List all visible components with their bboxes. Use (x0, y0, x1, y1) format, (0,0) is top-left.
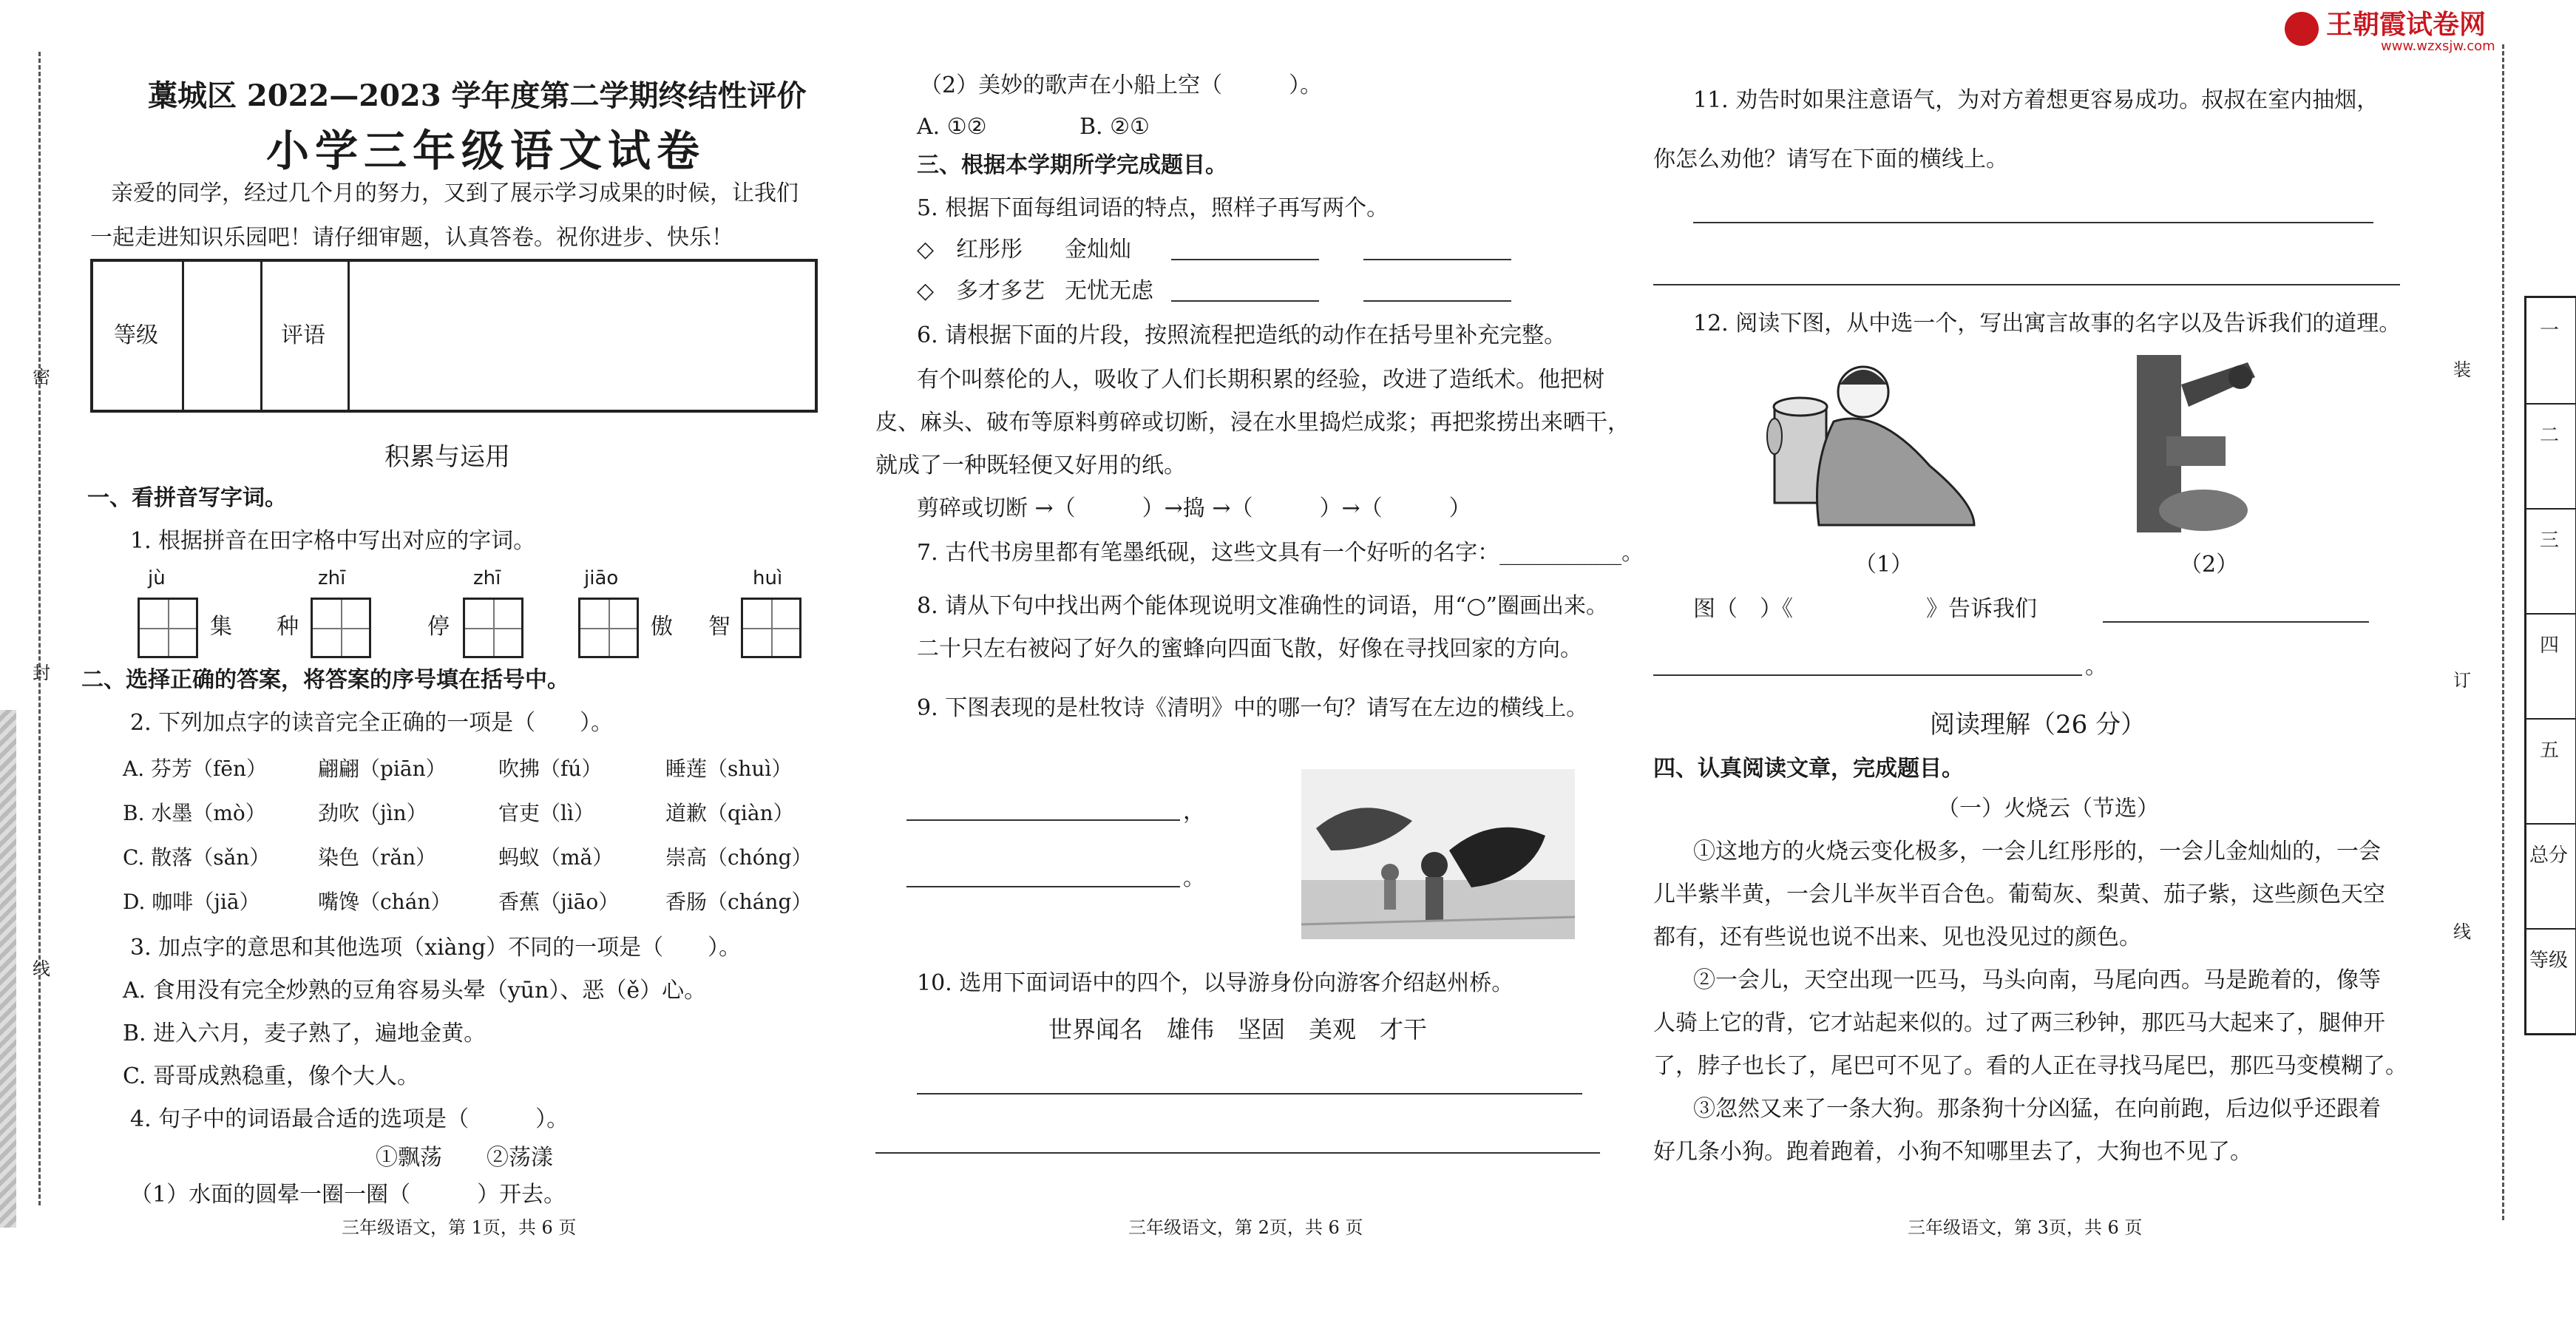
logo-brand-name: 王朝霞试卷网 (2326, 10, 2487, 40)
passage6-line2: 皮、麻头、破布等原料剪碎或切断，浸在水里捣烂成浆；再把浆捞出来晒干， (875, 410, 1630, 436)
page-2 (858, 0, 1644, 1323)
passage-p1-line1: ①这地方的火烧云变化极多，一会儿红彤彤的，一会儿金灿灿的，一会 (1693, 839, 2381, 864)
q2-row-c-1: C. 散落（sǎn） (123, 845, 271, 870)
given-char-3: 停 (427, 614, 450, 640)
fable-image-1-label: （1） (1854, 552, 1914, 578)
q2-heading: 二、选择正确的答案，将答案的序号填在括号中。 (81, 667, 569, 693)
q12-blank2[interactable] (1653, 674, 2082, 676)
q5: 5. 根据下面每组词语的特点，照样子再写两个。 (917, 195, 1389, 221)
q10: 10. 选用下面词语中的四个，以导游身份向游客介绍赵州桥。 (917, 970, 1514, 996)
passage-title: （一）火烧云（节选） (1937, 796, 2159, 822)
q11-line1: 11. 劝告时如果注意语气，为对方着想更容易成功。叔叔在室内抽烟， (1693, 87, 2379, 113)
q5-row1-blank2[interactable] (1363, 259, 1511, 260)
q5-row2-blank2[interactable] (1363, 300, 1511, 302)
q2-row-b-1: B. 水墨（mò） (123, 801, 266, 825)
passage-p2-line1: ②一会儿，天空出现一匹马，马头向南，马尾向西。马是跪着的，像等 (1693, 967, 2381, 993)
q3-option-a: A. 食用没有完全炒熟的豆角容易头晕（yūn）、恶（ě）心。 (123, 978, 707, 1004)
q4-options: ①飘荡 ②荡漾 (376, 1145, 553, 1171)
q9: 9. 下图表现的是杜牧诗《清明》中的哪一句？请写在左边的横线上。 (917, 695, 1589, 721)
q-heading-4: 四、认真阅读文章，完成题目。 (1653, 756, 1964, 782)
passage6-line3: 就成了一种既轻便又好用的纸。 (875, 453, 1186, 478)
q4-option-a: A. ①② (917, 114, 987, 140)
given-char-1: 集 (210, 614, 232, 640)
q10-blank2[interactable] (875, 1152, 1600, 1154)
q3: 3. 加点字的意思和其他选项（xiàng）不同的一项是（ ）。 (130, 935, 742, 961)
passage-p3-line2: 好几条小狗。跑着跑着，小狗不知哪里去了，大狗也不见了。 (1653, 1139, 2252, 1165)
pinyin-3: zhī (473, 567, 501, 589)
q10-words: 世界闻名 雄伟 坚固 美观 才干 (1048, 1015, 1428, 1043)
passage-p1-line3: 都有，还有些说也说不出来、见也没见过的颜色。 (1653, 924, 2141, 950)
q9-comma: ， (1183, 799, 1205, 825)
exam-title-line2: 小学三年级语文试卷 (266, 126, 706, 176)
q9-blank2[interactable] (906, 886, 1180, 887)
q6-flow: 剪碎或切断 →（ ）→捣 →（ ）→（ ） (917, 495, 1471, 521)
q1-1: 1. 根据拼音在田字格中写出对应的字词。 (130, 528, 536, 554)
pinyin-1: jù (148, 567, 166, 589)
given-char-2: 种 (277, 614, 299, 640)
side-table-4: 四 (2540, 635, 2560, 657)
pinyin-2: zhī (318, 567, 346, 589)
q5-row1-example: 金灿灿 (1065, 237, 1131, 263)
binding-label-xian-right: 线 (2453, 921, 2471, 942)
q2-row-c-4: 崇高（chóng） (665, 845, 813, 870)
given-char-5: 智 (708, 614, 731, 640)
q11-blank2[interactable] (1653, 284, 2400, 285)
intro-line1: 亲爱的同学，经过几个月的努力，又到了展示学习成果的时候，让我们 (111, 180, 799, 206)
q2-row-c-2: 染色（rǎn） (318, 845, 437, 870)
fable-image-1 (1752, 355, 1996, 540)
passage-p2-line3: 了，脖子也长了，尾巴可不见了。看的人正在寻找马尾巴，那匹马变模糊了。 (1653, 1053, 2407, 1079)
q2-row-a-1: A. 芬芳（fēn） (123, 757, 267, 781)
tian-grid-box[interactable] (578, 598, 639, 658)
q10-blank1[interactable] (917, 1093, 1582, 1094)
q12: 12. 阅读下图，从中选一个，写出寓言故事的名字以及告诉我们的道理。 (1693, 311, 2402, 336)
q2-row-a-2: 翩翩（piān） (318, 757, 447, 781)
passage-p2-line2: 人骑上它的背，它才站起来似的。过了两三秒钟，那匹马大起来了，腿伸开 (1653, 1010, 2385, 1036)
q4-option-b: B. ②① (1079, 114, 1150, 140)
page2-footer: 三年级语文，第 2页，共 6 页 (1128, 1217, 1363, 1238)
passage-p3-line1: ③忽然又来了一条大狗。那条狗十分凶猛，在向前跑，后边似乎还跟着 (1693, 1096, 2381, 1122)
q6: 6. 请根据下面的片段，按照流程把造纸的动作在括号里补充完整。 (917, 322, 1567, 348)
q4-2: （2）美妙的歌声在小船上空（ ）。 (920, 72, 1323, 98)
qingming-illustration (1301, 769, 1575, 939)
q1-heading: 一、看拼音写字词。 (87, 485, 287, 511)
q9-blank1[interactable] (906, 819, 1180, 821)
q2-row-d-2: 嘴馋（chán） (318, 890, 452, 914)
q2-row-a-4: 睡莲（shuì） (665, 757, 793, 781)
q5-row2-blank1[interactable] (1171, 300, 1319, 302)
tian-grid-box[interactable] (138, 598, 198, 658)
right-binding-dashed-line (2502, 44, 2504, 1220)
q2-row-d-3: 香蕉（jiāo） (498, 890, 620, 914)
side-table-2: 二 (2540, 424, 2560, 447)
logo-url: www.wzxsjw.com (2381, 38, 2495, 54)
q2-row-b-3: 官吏（lì） (498, 801, 594, 825)
page-1 (0, 0, 858, 1323)
q5-row1-label: ◇ 红彤彤 (917, 237, 1023, 263)
tian-grid-box[interactable] (311, 598, 371, 658)
q7: 7. 古代书房里都有笔墨纸砚，这些文具有一个好听的名字：___________。 (917, 540, 1644, 566)
q5-row2-label: ◇ 多才多艺 (917, 278, 1045, 304)
side-table-5: 五 (2540, 740, 2560, 762)
q4: 4. 句子中的词语最合适的选项是（ ）。 (130, 1106, 569, 1132)
q2-row-b-4: 道歉（qiàn） (665, 801, 794, 825)
section-title-accumulation: 积累与运用 (384, 442, 510, 472)
q2-row-d-1: D. 咖啡（jiā） (123, 890, 260, 914)
reading-section-title: 阅读理解（26 分） (1930, 710, 2146, 740)
fable-image-2 (2115, 348, 2285, 540)
q5-row1-blank1[interactable] (1171, 259, 1319, 260)
q8: 8. 请从下句中找出两个能体现说明文准确性的词语，用“○”圈画出来。 (917, 593, 1609, 619)
q3-option-b: B. 进入六月，麦子熟了，遍地金黄。 (123, 1021, 487, 1046)
intro-line2: 一起走进知识乐园吧！请仔细审题，认真答卷。祝你进步、快乐！ (90, 225, 733, 251)
side-table-1: 一 (2540, 319, 2560, 342)
binding-label-ding: 订 (2453, 670, 2471, 691)
exam-title-line1: 藁城区 2022—2023 学年度第二学期终结性评价 (148, 78, 807, 113)
page3-footer: 三年级语文，第 3页，共 6 页 (1908, 1217, 2143, 1238)
fable-image-2-label: （2） (2180, 552, 2239, 578)
comment-label: 评语 (281, 322, 325, 348)
side-table-grade: 等级 (2529, 950, 2569, 972)
page1-footer: 三年级语文，第 1页，共 6 页 (342, 1217, 577, 1238)
side-table-3: 三 (2540, 529, 2560, 552)
binding-label-zhuang: 装 (2453, 359, 2471, 380)
q2-2: 2. 下列加点字的读音完全正确的一项是（ ）。 (130, 710, 614, 736)
grade-table (90, 259, 818, 413)
q2-row-a-3: 吹拂（fú） (498, 757, 603, 781)
page-3 (1627, 0, 2440, 1323)
tian-grid-box[interactable] (463, 598, 523, 658)
grade-label: 等级 (114, 322, 158, 348)
q2-row-d-4: 香肠（cháng） (665, 890, 813, 914)
q8-sentence: 二十只左右被闷了好久的蜜蜂向四面飞散，好像在寻找回家的方向。 (917, 636, 1582, 662)
q4-1: （1）水面的圆晕一圈一圈（ ）开去。 (130, 1182, 566, 1208)
q5-row2-example: 无忧无虑 (1065, 278, 1153, 304)
q11-line2: 你怎么劝他？请写在下面的横线上。 (1653, 146, 2008, 172)
tian-grid-box[interactable] (741, 598, 801, 658)
q12-period: 。 (2085, 654, 2107, 680)
side-table-total: 总分 (2529, 845, 2569, 867)
given-char-4: 傲 (651, 614, 673, 640)
binding-label-feng: 封 (33, 663, 50, 683)
q12-blank1[interactable] (2103, 621, 2369, 623)
binding-label-mi: 密 (33, 367, 50, 388)
q12-fig-line: 图（ ）《 》告诉我们 (1693, 596, 2037, 622)
q11-blank1[interactable] (1693, 222, 2373, 223)
q2-row-b-2: 劲吹（jìn） (318, 801, 427, 825)
pinyin-5: huì (753, 567, 783, 589)
passage-p1-line2: 儿半紫半黄，一会儿半灰半百合色。葡萄灰、梨黄、茄子紫，这些颜色天空 (1653, 882, 2385, 907)
q2-row-c-3: 蚂蚁（mǎ） (498, 845, 614, 870)
q9-period: 。 (1183, 865, 1205, 891)
q-heading-3: 三、根据本学期所学完成题目。 (917, 152, 1227, 178)
passage6-line1: 有个叫蔡伦的人，吸收了人们长期积累的经验，改进了造纸术。他把树 (917, 367, 1604, 393)
binding-label-xian: 线 (33, 958, 50, 979)
pinyin-4: jiāo (584, 567, 619, 589)
q3-option-c: C. 哥哥成熟稳重，像个大人。 (123, 1063, 419, 1089)
score-side-table (2524, 296, 2576, 1035)
